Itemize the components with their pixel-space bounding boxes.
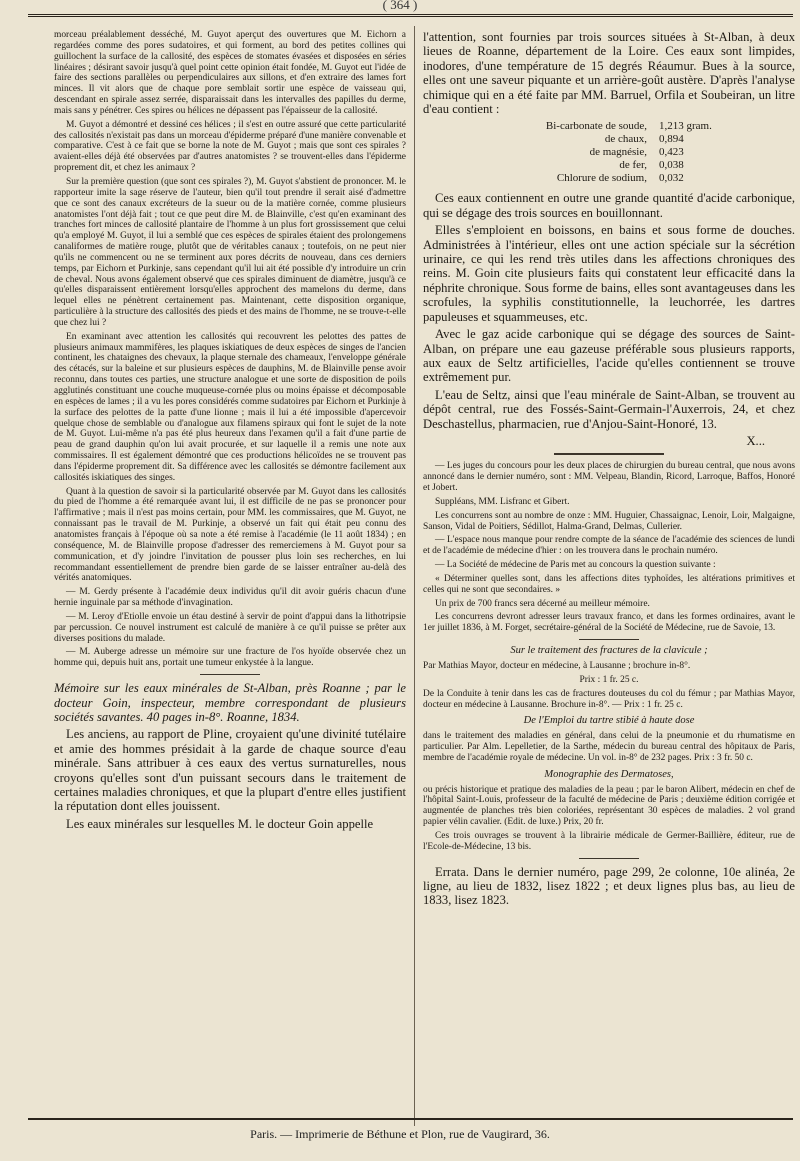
table-row — [463, 172, 716, 185]
section-divider — [579, 858, 639, 859]
paragraph: L'eau de Seltz, ainsi que l'eau minérale de Saint-Alban, se trouvent au dépôt central, rue des Fossés-Saint-Germain-l'Auxerrois, 24, et chez Deschastellus, pharmacien, rue d'Anjou-Saint-Honoré, 13. — [423, 387, 795, 431]
memoire-heading: Mémoire sur les eaux minérales de St-Alban, près Roanne ; par le docteur Goin, inspecteur, membre correspondant de plusieurs sociétés savantes. 40 pages in-8°. Roanne, 1834. — [54, 681, 406, 724]
book-title: Monographie des Dermatoses, — [544, 768, 674, 780]
news-item: — La Société de médecine de Paris met au concours la question suivante : — [435, 560, 716, 571]
table-row — [463, 133, 716, 146]
table-cell: de fer, — [619, 159, 647, 172]
book-price: Prix : 1 fr. 25 c. — [579, 674, 639, 685]
news-item: — M. Auberge adresse un mémoire sur une fracture de l'os hyoïde observée chez un homme qui, depuis huit ans, portait une tumeur enkystée à la langue. — [54, 647, 406, 669]
paragraph: l'attention, sont fournies par trois sources situées à St-Alban, à deux lieues de Roanne, département de la Loire. Ces eaux sont limpides, inodores, d'une température de 15 degrés Réaumur. Bues à la source, elles ont une saveur piquante et un arrière-goût austère. D'après l'analyse chimique qui en a été faite par MM. Barruel, Orfila et Soubeiran, un litre d'eau contient : — [423, 30, 795, 117]
bookseller-note: Ces trois ouvrages se trouvent à la librairie médicale de Germer-Baillière, éditeur, rue de l'Ecole-de-Médecine, 13 bis. — [423, 830, 795, 852]
news-item: « Déterminer quelles sont, dans les affections dites typhoïdes, les altérations primitives et celles qui ne sont que secondaires. » — [423, 573, 795, 595]
paragraph: Avec le gaz acide carbonique qui se dégage des sources de Saint-Alban, on prépare une eau gazeuse préférable sous plusieurs rapports, aux eaux de Seltz artificielles, l'acide qu'elles contiennent se trouve extrêmement pur. — [423, 327, 795, 385]
news-item: — Les juges du concours pour les deux places de chirurgien du bureau central, que nous avons annoncé dans le dernier numéro, sont : MM. Velpeau, Blandin, Ricord, Larroque, Baffos, Honoré et Jobert. — [423, 461, 795, 494]
book-details: Par Mathias Mayor, docteur en médecine, à Lausanne ; brochure in-8°. — [423, 661, 691, 671]
book-details: dans le traitement des maladies en général, dans celui de la pneumonie et du rhumatisme en particulier. Par Alm. Lepelletier, de la Sarthe, médecin du bureau central des hôpitaux de Paris, membre de l'académie royale de médecine. Un vol. in-8° de 232 pages. Prix : 3 fr. 50 c. — [423, 731, 795, 763]
book-details: ou précis historique et pratique des maladies de la peau ; par le baron Alibert, médecin en chef de l'hôpital Saint-Louis, professeur de la faculté de médecine de Paris ; deuxième édition corrigée et augmentée de planches très bien coloriées, représentant 30 espèces de maladies. 2 vol grand papier vélin cavalier. (Edit. de luxe.) Prix, 20 fr. — [423, 784, 795, 828]
news-item: — L'espace nous manque pour rendre compte de la séance de l'académie des sciences de lundi et de l'académie de médecine d'hier : on les trouvera dans le prochain numéro. — [423, 535, 795, 557]
paragraph: Les eaux minérales sur lesquelles M. le docteur Goin appelle — [66, 816, 374, 831]
table-cell: 0,038 — [659, 159, 684, 172]
table-cell: de magnésie, — [589, 146, 647, 159]
header-rule — [28, 14, 793, 19]
table-cell: 0,423 — [659, 146, 684, 159]
table-cell: Chlorure de sodium, — [556, 172, 647, 185]
section-divider — [579, 639, 639, 640]
section-divider — [554, 453, 664, 455]
paragraph: Elles s'emploient en boissons, en bains et sous forme de douches. Administrées à l'intérieur, elles ont une action spéciale sur la sécrétion urinaire, ce qui les rend très utiles dans les affections chroniques des reins. M. Goin cite plusieurs faits qui constatent leur efficacité dans la néphrite chronique. Sous forme de bains, elles sont avantageuses dans les scrofules, la syphilis constitutionnelle, la leuchorrée, les dartres papuleuses et squammeuses, etc. — [423, 223, 795, 324]
news-item: — M. Leroy d'Etiolle envoie un étau destiné à servir de point d'appui dans la lithotripsie par percussion. Ce nouvel instrument est calculé de manière à ce qu'il puisse se prêter aux diverses positions du malade. — [54, 611, 406, 644]
section-divider — [200, 674, 260, 675]
news-item: Un prix de 700 francs sera décerné au meilleur mémoire. — [435, 598, 650, 609]
news-item: Les concurrens sont au nombre de onze : MM. Huguier, Chassaignac, Lenoir, Loir, Malgaigne, Sanson, Vidal de Poitiers, Sédillot, Halma-Grand, Delmas, Cullerier. — [423, 510, 795, 532]
paragraph: Quant à la question de savoir si la particularité observée par M. Guyot dans les callosités du pied de l'homme a été remarquée avant lui, il est difficile de ne pas se prononcer pour l'affirmative ; mais il n'est pas moins certain, pour MM. les commissaires, que M. Guyot, ne connaissant pas le travail de M. Purkinje, a observé un fait qui était peu connu des anatomistes français à l'époque où sa note a été remise à l'académie (le 11 août 1834) ; en conséquence, M. de Blainville propose d'adresser des remerciemens à M. Guyot pour sa communication, et d'y joindre l'invitation de pousser plus loin ses recherches, en lui recommandant essentiellement de prendre bien garde de se laisser entraîner au-delà des vérités anatomiques. — [54, 486, 406, 584]
table-cell: 0,894 — [659, 133, 684, 146]
book-title: De l'Emploi du tartre stibié à haute dose — [523, 715, 695, 727]
paragraph: Les anciens, au rapport de Pline, croyaient qu'une divinité tutélaire et amie des hommes présidait à la garde de chaque source d'eau minérale. Sans attribuer à ces eaux des vertus surnaturelles, nous croyons qu'elles sont d'un puissant secours dans le traitement de certaines maladies chroniques, et que la plupart d'entre elles justifient la réputation dont elles jouissent. — [54, 727, 406, 814]
left-column — [54, 30, 406, 834]
book-details: De la Conduite à tenir dans les cas de fractures douteuses du col du fémur ; par Mathias Mayor, docteur en médecine à Lausanne. Brochure in-8°. — Prix : 1 fr. 25 c. — [423, 688, 795, 710]
column-divider — [414, 26, 415, 1126]
right-column — [423, 30, 795, 911]
printer-imprint: Paris. — Imprimerie de Béthune et Plon, rue de Vaugirard, 36. — [250, 1127, 550, 1141]
errata: Errata. Dans le dernier numéro, page 299, 2e colonne, 10e alinéa, 2e ligne, au lieu de 1832, lisez 1822 ; et deux lignes plus bas, au lieu de 1833, lisez 1823. — [423, 864, 795, 908]
paragraph: Ces eaux contiennent en outre une grande quantité d'acide carbonique, qui se dégage des trois sources en bouillonnant. — [423, 191, 795, 220]
book-title: Sur le traitement des fractures de la clavicule ; — [510, 645, 708, 657]
news-item: Les concurrens devront adresser leurs travaux franco, et dans les formes ordinaires, avant le 1er juillet 1836, à M. Forget, secrétaire-général de la Société de Médecine, rue de Savoie, 13. — [423, 612, 795, 634]
table-cell: Bi-carbonate de soude, — [545, 120, 647, 133]
news-item: — M. Gerdy présente à l'académie deux individus qu'il dit avoir guéris chacun d'une hernie inguinale par sa méthode d'invagination. — [54, 587, 406, 609]
table-cell: de chaux, — [604, 133, 647, 146]
page-number: ( 364 ) — [382, 0, 418, 12]
footer-rule — [28, 1118, 793, 1120]
news-item: Suppléans, MM. Lisfranc et Gibert. — [435, 496, 570, 507]
paragraph: Sur la première question (que sont ces spirales ?), M. Guyot s'abstient de prononcer. M. le rapporteur imite la sage réserve de l'auteur, bien qu'il tout prendre il serait aisé d'admettre que ce sont des canaux excréteurs de la sueur ou de la matière cornée, comme plusieurs anatomistes l'ont déjà fait ; tout ce que peut dire M. de Blainville, c'est qu'en examinant des tranches fort minces de callosité plantaire de l'homme à un plus fort grossissement que celui qu'a employé M. Guyot, il lui a semblé que ces espèces de spirales étaient des prolongemens canaliformes de matière rouge, plutôt que de véritables canaux ; toutefois, on ne peut nier qu'ils ne commencent ou ne se terminent aux pores décrits de nouveau, dans ces derniers temps, par Eichorn et Purkinje, sans cependant qu'il lui ait été possible d'y introduire un crin de cheval. Nous avons également observé que ces spirales diminuent de diamètre, jusqu'à ce qu'elles disparaissent entièrement lorsqu'elles approchent des mamelons du derme, dans lequel elles ne pénètrent certainement pas. Maintenant, cette disposition organique, particulière à la structure des callosités des pieds et des mains de l'homme, ne se trouve-t-elle que chez lui ? — [54, 176, 406, 328]
table-row — [463, 159, 716, 172]
table-cell: 1,213 gram. — [659, 120, 712, 133]
signature: X... — [746, 433, 765, 448]
paragraph: En examinant avec attention les callosités qui recouvrent les pelottes des pattes de plusieurs animaux mammifères, les plaques iskiatiques de deux espèces de singes de l'ancien continent, les chataignes des chevaux, la plaque sternale des chameaux, l'enveloppe générale des cétacés, sur la baleine et sur plusieurs espèces de dauphins, M. de Blainville pense avoir reconnu, dans toutes ces parties, une structure analogue et une sorte de disposition de poils agglutinés constituant une couche muqueuse-cornée plus ou moins épaisse et décomposable en espèces de lames ; il a vu les pores considérés comme sudatoires par Eichorn et Purkinje à la surface des pelottes de la patte d'une lionne ; mais il lui a été impossible d'apercevoir quelque chose de semblable ou d'analogue aux filamens spiraux qui font le sujet de la note de M. Guyot. Lui-même n'a pas été plus heureux dans l'examen qu'il a fait d'une partie de peau de grand dauphin qu'on lui avait procurée, et sur laquelle il a remis une note aux commissaires. Il est également démontré que ces productions hélicoïdes ne se trouvent pas dans l'épiderme proprement dit. Sa différence avec les callosités se démontre facilement aux callosités iskiatiques des singes. — [54, 331, 406, 483]
paragraph: morceau préalablement desséché, M. Guyot aperçut des ouvertures que M. Eichorn a regardées comme des pores sudatoires, et qui forment, au bord des petites collines qui guillochent la surface de la callosité, des espèces de stomates évasées et disposées en séries linéaires ; désirant savoir jusqu'à quel point cette opinion était fondée, M. Guyot eut l'idée de faire des sections parallèles ou perpendiculaires aux sillons, et d'en extraire des lames fort minces. Il vit alors que de chaque pore semblait sortir une espèce de vaisseau qui, descendant en spirale assez serrée, disparaissait dans les intervalles des papilles du derme, mais sans y pénétrer. Ces spires ou hélices ne dépassent pas l'épaisseur de la callosité. — [54, 30, 406, 116]
table-row — [463, 146, 716, 159]
mineral-composition-table — [463, 120, 716, 185]
table-row — [463, 120, 716, 133]
table-cell: 0,032 — [659, 172, 684, 185]
paragraph: M. Guyot a démontré et dessiné ces hélices ; il s'est en outre assuré que cette particularité des callosités n'existait pas dans un morceau d'épiderme préparé d'une manière convenable et comparative. C'est à ce fait que se borne la note de M. Guyot ; mais que sont ces spirales ? avaient-elles déjà été observées par d'autres anatomistes ? se trouvent-elles dans l'épiderme proprement dit, et chez les animaux ? — [54, 119, 406, 174]
